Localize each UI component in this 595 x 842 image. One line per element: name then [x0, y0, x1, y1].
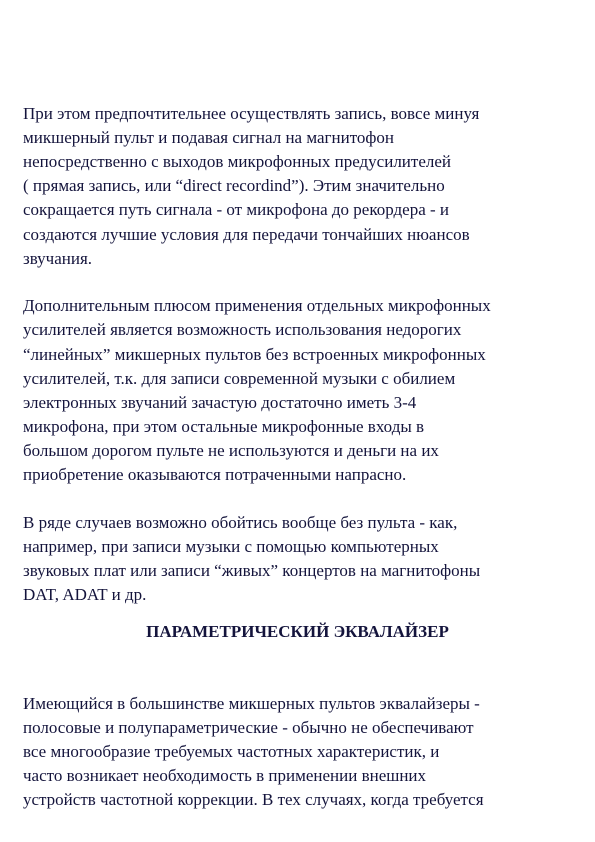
paragraph-2-line-5: электронных звучаний зачастую достаточно иметь 3-4 [23, 393, 417, 412]
paragraph-4-line-5: устройств частотной коррекции. В тех случаях, когда требуется [23, 790, 484, 809]
paragraph-3-line-4: DAT, ADAT и др. [23, 585, 147, 604]
paragraph-2-line-2: усилителей является возможность использования недорогих [23, 320, 462, 339]
paragraph-4-line-2: полосовые и полупараметрические - обычно не обеспечивают [23, 718, 474, 737]
paragraph-2-line-8: приобретение оказываются потраченными напрасно. [23, 465, 407, 484]
paragraph-1-line-5: сокращается путь сигнала - от микрофона до рекордера - и [23, 200, 450, 219]
paragraph-1-line-7: звучания. [23, 249, 93, 268]
paragraph-2-line-7: большом дорогом пульте не используются и деньги на их [23, 441, 439, 460]
paragraph-1-line-4: ( прямая запись, или “direct recordind”). Этим значительно [23, 176, 445, 195]
paragraph-1-line-1: При этом предпочтительнее осуществлять запись, вовсе минуя [23, 104, 480, 123]
paragraph-4-line-4: часто возникает необходимость в применении внешних [23, 766, 427, 785]
paragraph-2-line-1: Дополнительным плюсом применения отдельных микрофонных [23, 296, 491, 315]
paragraph-1-line-6: создаются лучшие условия для передачи тончайших нюансов [23, 225, 470, 244]
paragraph-3-line-3: звуковых плат или записи “живых” концертов на магнитофоны [23, 561, 481, 580]
paragraph-2-line-6: микрофона, при этом остальные микрофонные входы в [23, 417, 425, 436]
paragraph-2-line-3: “линейных” микшерных пультов без встроенных микрофонных [23, 345, 486, 364]
paragraph-3-line-2: например, при записи музыки с помощью компьютерных [23, 537, 439, 556]
paragraph-2-line-4: усилителей, т.к. для записи современной музыки с обилием [23, 369, 456, 388]
paragraph-1-line-2: микшерный пульт и подавая сигнал на магнитофон [23, 128, 395, 147]
paragraph-1-line-3: непосредственно с выходов микрофонных предусилителей [23, 152, 451, 171]
section-heading: ПАРАМЕТРИЧЕСКИЙ ЭКВАЛАЙЗЕР [146, 622, 449, 641]
paragraph-3-line-1: В ряде случаев возможно обойтись вообще без пульта - как, [23, 513, 458, 532]
paragraph-4-line-3: все многообразие требуемых частотных характеристик, и [23, 742, 440, 761]
paragraph-4-line-1: Имеющийся в большинстве микшерных пультов эквалайзеры - [23, 694, 480, 713]
